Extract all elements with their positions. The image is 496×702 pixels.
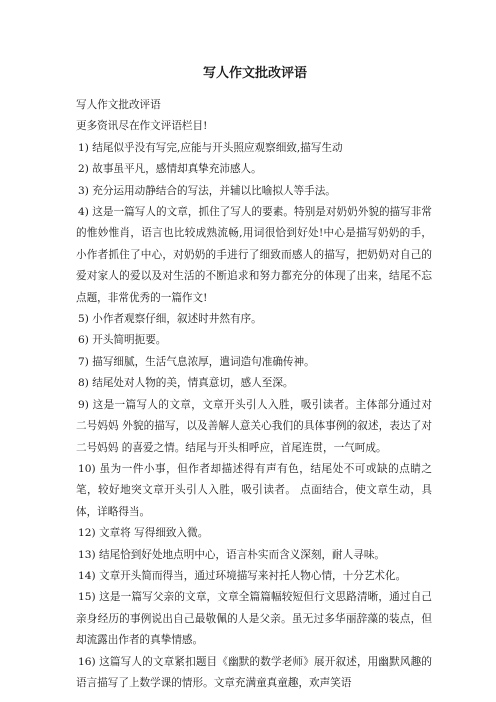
comment-item [76,202,432,309]
comment-item [76,652,432,695]
comment-text: 故事虽平凡，感情却真挚充沛感人。 [92,163,262,176]
comment-item [76,459,432,523]
comment-text: 这是一篇写人的文章，文章开头引人入胜，吸引读者。主体部分通过对 二号妈妈 外貌的描写，以及善解人意关心我们的具体事例的叙述，表达了对 二号妈妈 的喜爱之情。结尾与开头相呼应，首尾连贯，一气呵成。 [76,398,432,454]
comment-number: 5) [78,313,89,326]
comment-item [76,545,432,566]
comment-item [76,181,432,202]
comment-number: 2) [78,163,89,176]
comment-number: 4) [78,206,89,219]
comment-text: 结尾处对人物的美，情真意切，感人至深。 [92,377,294,390]
comment-item [76,309,432,330]
comment-item [76,523,432,544]
comment-number: 13) [78,548,96,561]
comment-text: 这是一篇写父亲的文章，文章全篇篇幅较短但行文思路清晰，通过自己亲身经历的事例说出自己最敬佩的人是父亲。虽无过多华丽辞藻的装点，但却流露出作者的真挚情感。 [76,591,432,647]
comment-item [76,587,432,651]
comment-item [76,330,432,351]
comment-text: 开头简明扼要。 [92,334,167,347]
comment-item [76,159,432,180]
comment-number: 6) [78,334,89,347]
document-intro: 更多资讯尽在作文评语栏目! [76,120,208,133]
comment-item [76,395,432,459]
comment-number: 14) [78,569,96,582]
comment-text: 这是一篇写人的文章，抓住了写人的要素。特别是对奶奶外貌的描写非常的惟妙惟肖，语言也比较成熟流畅,用词很恰到好处!中心是描写奶奶的手，小作者抓住了中心，对奶奶的手进行了细致而感人的描写，把奶奶对自己的爱对家人的爱以及对生活的不断追求和努力都充分的体现了出来，结尾不忘点题，非常优秀的一篇作文! [76,206,433,304]
document-subtitle: 写人作文批改评语 [76,99,161,111]
comment-text: 结尾恰到好处地点明中心，语言朴实而含义深刻，耐人寻味。 [99,548,386,561]
comment-number: 10) [78,462,96,475]
comment-number: 15) [78,591,96,604]
document-title: 写人作文批改评语 [202,66,307,81]
comment-number: 9) [78,398,89,411]
comment-number: 1) [78,141,89,154]
comment-item [76,373,432,394]
comment-item [76,352,432,373]
comment-text: 描写细腻，生活气息浓厚，遣词造句准确传神。 [92,355,315,368]
comment-text: 小作者观察仔细，叙述时井然有序。 [92,313,262,326]
comment-text: 文章将 写得细致入微。 [99,527,209,540]
comment-text: 文章开头简而得当，通过环境描写来衬托人物心情，十分艺术化。 [99,569,407,582]
comment-number: 16) [78,655,96,668]
comment-text: 虽为一件小事，但作者却描述得有声有色，结尾处不可或缺的点睛之笔，较好地突文章开头引人入胜，吸引读者。 点面结合，使文章生动，具体，详略得当。 [76,462,432,518]
comment-number: 3) [78,184,89,197]
comment-number: 12) [78,527,96,540]
comment-list [76,138,432,695]
comment-item [76,138,432,159]
comment-number: 7) [78,355,89,368]
comment-item [76,566,432,587]
comment-text: 充分运用动静结合的写法，并辅以比喻拟人等手法。 [92,184,336,197]
comment-number: 8) [78,377,89,390]
comment-text: 结尾似乎没有写完,应能与开头照应观察细致,描写生动 [92,141,343,154]
comment-text: 这篇写人的文章紧扣题目《幽默的数学老师》展开叙述，用幽默风趣的语言描写了上数学课的情形。文章充满童真童趣，欢声笑语 [76,655,432,689]
